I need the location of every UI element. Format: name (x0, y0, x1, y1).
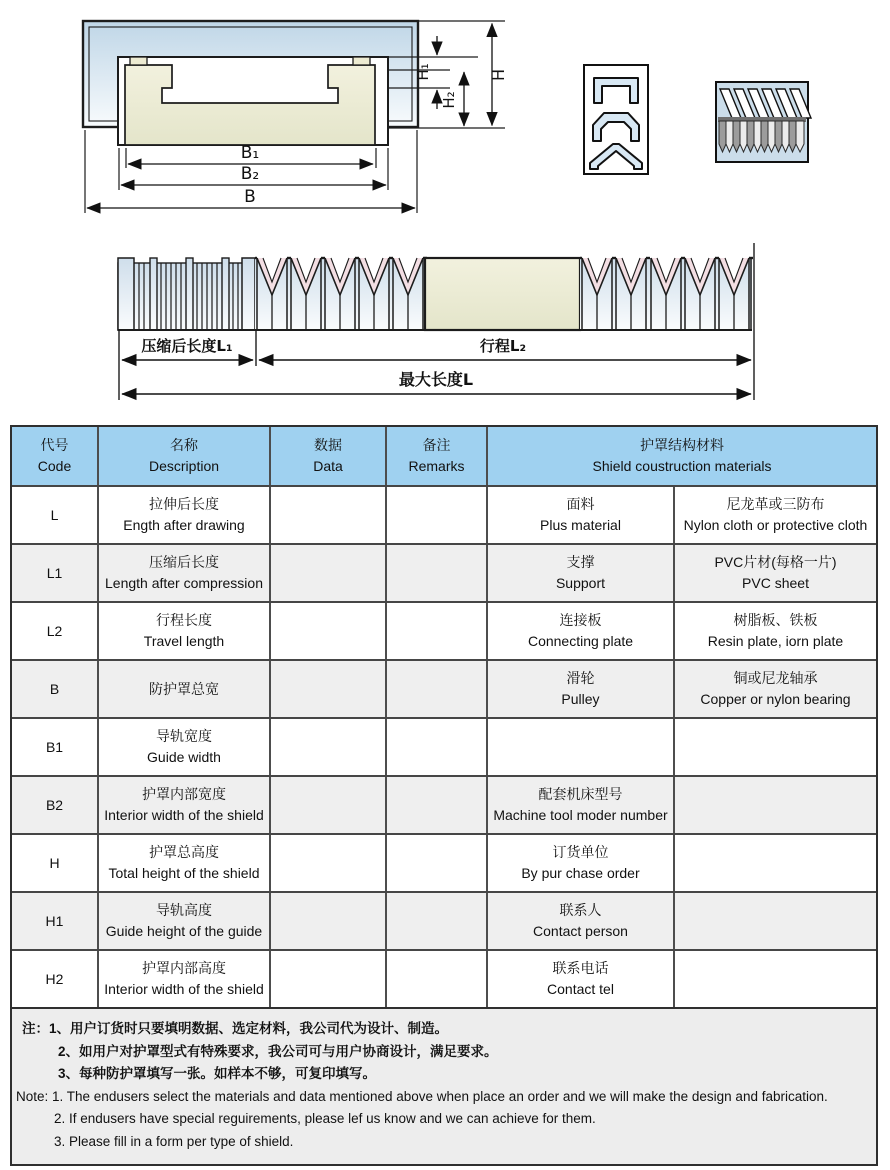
material-spec-cell (673, 893, 876, 949)
material-item-cell (486, 777, 673, 833)
profile-types-diagram (584, 65, 648, 174)
header-description (97, 427, 269, 485)
material-spec-cell (673, 835, 876, 891)
data-cell (269, 951, 385, 1007)
description-cell (97, 893, 269, 949)
header-remarks (385, 427, 486, 485)
dim-h2-label: H₂ (440, 91, 458, 109)
description-cell (97, 603, 269, 659)
remarks-cell (385, 835, 486, 891)
code-value: H1 (45, 913, 64, 929)
data-cell (269, 545, 385, 601)
mat1-en: Support (555, 575, 606, 591)
dim-h1-label: H₁ (414, 63, 432, 81)
material-item-cell (486, 719, 673, 775)
header-remarks-en: Remarks (408, 458, 465, 474)
remarks-cell (385, 893, 486, 949)
code-cell (12, 603, 97, 659)
desc-en: Interior width of the shield (104, 981, 264, 997)
material-item-cell (486, 661, 673, 717)
desc-en: Guide width (147, 749, 221, 765)
table-header-row (12, 427, 876, 485)
note-zh-3: 3、每种防护罩填写一张。如样本不够，可复印填写。 (58, 1066, 377, 1081)
code-value: H2 (45, 971, 64, 987)
table-row-H1 (12, 891, 876, 949)
mat2-zh: 树脂板、铁板 (733, 612, 818, 628)
code-cell (12, 835, 97, 891)
mat2-zh: PVC片材(每格一片) (714, 554, 837, 570)
desc-en: Total height of the shield (108, 865, 260, 881)
material-spec-cell (673, 777, 876, 833)
code-cell (12, 545, 97, 601)
code-value: H (49, 855, 60, 871)
description-cell (97, 951, 269, 1007)
remarks-cell (385, 951, 486, 1007)
code-cell (12, 893, 97, 949)
dim-h-label: H (489, 68, 508, 82)
header-description-en: Description (148, 458, 220, 474)
material-spec-cell (673, 487, 876, 543)
description-cell (97, 719, 269, 775)
code-cell (12, 951, 97, 1007)
header-description-zh: 名称 (170, 437, 198, 453)
mat2-zh: 铜或尼龙轴承 (733, 670, 818, 686)
header-data (269, 427, 385, 485)
code-cell (12, 719, 97, 775)
mat2-en: Resin plate, iorn plate (707, 633, 844, 649)
material-item-cell (486, 487, 673, 543)
desc-en: Guide height of the guide (105, 923, 263, 939)
mat1-en: Machine tool moder number (493, 807, 668, 823)
material-item-cell (486, 603, 673, 659)
description-cell (97, 661, 269, 717)
code-value: L (50, 507, 59, 523)
desc-zh: 压缩后长度 (149, 554, 219, 570)
note-en-2: 2. If endusers have special reguirements, please lef us know and we can achieve for them. (54, 1111, 596, 1126)
code-value: B2 (45, 797, 64, 813)
code-cell (12, 661, 97, 717)
table-row-B1 (12, 717, 876, 775)
travel-label: 行程L₂ (479, 337, 527, 355)
mat1-en: Contact person (533, 923, 628, 939)
mat1-zh: 面料 (566, 496, 595, 512)
header-code-en: Code (37, 458, 72, 474)
data-cell (269, 487, 385, 543)
code-cell (12, 487, 97, 543)
mat1-en: By pur chase order (521, 865, 640, 881)
mat1-zh: 滑轮 (566, 670, 595, 686)
note-zh-2: 2、如用户对护罩型式有特殊要求，我公司可与用户协商设计，满足要求。 (58, 1043, 498, 1059)
data-cell (269, 719, 385, 775)
table-row-H (12, 833, 876, 891)
material-item-cell (486, 951, 673, 1007)
remarks-cell (385, 545, 486, 601)
header-materials-zh: 护罩结构材料 (640, 437, 724, 453)
compressed-length-label: 压缩后长度L₁ (141, 337, 233, 355)
table-row-B2 (12, 775, 876, 833)
desc-zh: 导轨宽度 (156, 728, 212, 744)
desc-zh: 护罩内部高度 (142, 960, 226, 976)
table-row-L (12, 485, 876, 543)
table-row-L2 (12, 601, 876, 659)
desc-en: Interior width of the shield (104, 807, 264, 823)
desc-zh: 防护罩总宽 (149, 680, 219, 697)
data-cell (269, 893, 385, 949)
remarks-cell (385, 603, 486, 659)
material-spec-cell (673, 661, 876, 717)
code-value: B1 (45, 739, 64, 755)
mat2-en: Nylon cloth or protective cloth (683, 517, 868, 533)
mat1-zh: 配套机床型号 (538, 786, 623, 802)
material-spec-cell (673, 719, 876, 775)
mat1-en: Plus material (540, 517, 621, 533)
mat2-en: Copper or nylon bearing (700, 691, 851, 707)
bellows-length-diagram (118, 243, 754, 400)
mat1-en: Connecting plate (527, 633, 634, 649)
table-row-B (12, 659, 876, 717)
desc-en: Travel length (143, 633, 225, 649)
mat1-zh: 支撑 (566, 554, 595, 570)
header-code-zh: 代号 (40, 437, 69, 453)
code-value: L2 (46, 623, 63, 639)
code-cell (12, 777, 97, 833)
data-cell (269, 603, 385, 659)
header-materials-en: Shield coustruction materials (592, 458, 772, 474)
remarks-cell (385, 487, 486, 543)
table-row-H2 (12, 949, 876, 1007)
dim-b1-label: B₁ (240, 143, 260, 163)
notes-section (12, 1007, 876, 1164)
desc-zh: 导轨高度 (156, 902, 212, 918)
spec-table (10, 425, 878, 1166)
remarks-cell (385, 661, 486, 717)
technical-diagrams (0, 0, 890, 420)
data-cell (269, 835, 385, 891)
note-en-1: Note: 1. The endusers select the materials and data mentioned above when place an order and we will make the design and fabrication. (16, 1088, 828, 1104)
code-value: B (49, 681, 60, 697)
description-cell (97, 835, 269, 891)
mat1-en: Pulley (561, 691, 600, 707)
remarks-cell (385, 777, 486, 833)
code-value: L1 (46, 565, 63, 581)
note-en-3: 3. Please fill in a form per type of shield. (54, 1133, 294, 1149)
mat1-zh: 联系电话 (552, 960, 609, 976)
header-remarks-zh: 备注 (422, 437, 451, 453)
max-length-label: 最大长度L (398, 370, 474, 389)
mat1-zh: 联系人 (559, 902, 602, 918)
note-zh-1: 注：1、用户订货时只要填明数据、选定材料，我公司代为设计、制造。 (22, 1021, 449, 1036)
remarks-cell (385, 719, 486, 775)
dim-b-label: B (244, 187, 256, 207)
material-spec-cell (673, 545, 876, 601)
cross-section-diagram (83, 21, 508, 213)
desc-en: Length after compression (105, 575, 263, 591)
desc-zh: 拉伸后长度 (149, 496, 219, 512)
description-cell (97, 545, 269, 601)
mat1-en: Contact tel (547, 981, 614, 997)
dim-b2-label: B₂ (240, 164, 260, 184)
desc-en: Ength after drawing (123, 517, 245, 533)
mat1-zh: 订货单位 (552, 844, 609, 860)
material-item-cell (486, 545, 673, 601)
header-materials (486, 427, 876, 485)
table-row-L1 (12, 543, 876, 601)
material-item-cell (486, 893, 673, 949)
material-spec-cell (673, 951, 876, 1007)
desc-zh: 行程长度 (156, 612, 212, 628)
desc-zh: 护罩总高度 (149, 844, 219, 860)
mat2-zh: 尼龙革或三防布 (726, 496, 825, 512)
data-cell (269, 661, 385, 717)
header-data-en: Data (313, 458, 343, 474)
description-cell (97, 487, 269, 543)
mat1-zh: 连接板 (559, 612, 602, 628)
description-cell (97, 777, 269, 833)
bellows-texture-diagram (716, 82, 811, 162)
material-spec-cell (673, 603, 876, 659)
header-data-zh: 数据 (314, 437, 342, 453)
mat2-en: PVC sheet (742, 575, 809, 591)
desc-zh: 护罩内部宽度 (142, 786, 226, 802)
data-cell (269, 777, 385, 833)
material-item-cell (486, 835, 673, 891)
header-code (12, 427, 97, 485)
